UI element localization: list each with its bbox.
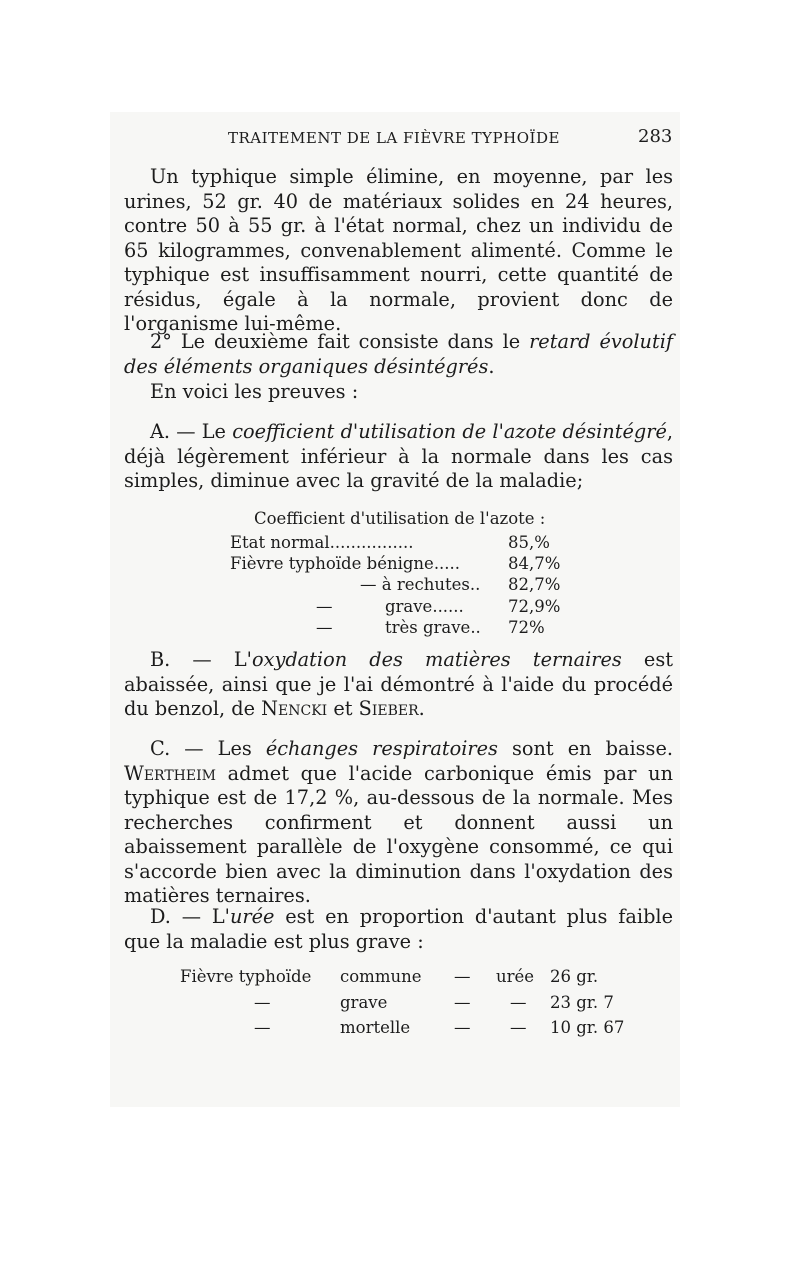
paragraph-2-emphasis: retard évolutif des éléments organiques désintégrés — [124, 330, 673, 378]
table-1-row-value: 85,% — [508, 533, 550, 552]
table-2-cell: grave — [340, 993, 388, 1012]
paragraph-c-start: C. — Les — [150, 737, 266, 760]
paragraph-b-middle: est abaissée, ainsi que je l'ai démontré à l'aide du procédé du benzol, de — [124, 648, 673, 720]
table-2-cell: commune — [340, 967, 422, 986]
table-2-cell: — — [510, 1018, 527, 1037]
table-1-row-label: — à rechutes.. — [360, 575, 481, 594]
paragraph-a-end: , déjà légèrement inférieur à la normale dans les cas simples, diminue avec la gravité de la maladie; — [124, 420, 673, 492]
paragraph-2-start: 2° Le deuxième fait consiste dans le — [150, 330, 530, 353]
paragraph-a — [124, 420, 673, 494]
paragraph-d-end: est en proportion d'autant plus faible que la maladie est plus grave : — [124, 905, 673, 953]
table-1-row-value: 72,9% — [508, 597, 561, 616]
table-1-row-label: Etat normal................ — [230, 533, 414, 552]
table-2-cell: 26 gr. — [550, 967, 599, 986]
page-number: 283 — [638, 126, 673, 147]
table-1-caption: Coefficient d'utilisation de l'azote : — [254, 509, 546, 528]
table-1-row-value: 82,7% — [508, 575, 561, 594]
table-2-cell: mortelle — [340, 1018, 411, 1037]
paragraph-b-start: B. — L' — [150, 648, 252, 671]
table-2-cell: 23 gr. 7 — [550, 993, 614, 1012]
paragraph-1 — [124, 165, 673, 337]
author-name: Wertheim — [124, 761, 216, 785]
paragraph-2 — [124, 330, 673, 379]
paragraph-b-end: . — [418, 697, 425, 720]
paragraph-3-text: En voici les preuves : — [150, 380, 359, 403]
paragraph-b — [124, 648, 673, 722]
paragraph-c-emphasis: échanges respiratoires — [265, 737, 498, 760]
table-2-cell: — — [454, 967, 471, 986]
table-2-cell: — — [454, 993, 471, 1012]
table-1-row-label: Fièvre typhoïde bénigne..... — [230, 554, 461, 573]
table-2-cell: — — [510, 993, 527, 1012]
paragraph-c-middle: sont en baisse. — [497, 737, 673, 760]
paragraph-1-text: Un typhique simple élimine, en moyenne, par les urines, 52 gr. 40 de matériaux solides en 24 heures, contre 50 à 55 gr. à l'état normal, chez un individu de 65 kilogrammes, convenablement alimenté. Comme le typhique est insuffisamment nourri, cette quantité de résidus, égale à la normale, provient donc de l'organisme lui-même. — [124, 165, 673, 335]
table-1-row-label: — grave...... — [316, 597, 464, 616]
table-2-cell: urée — [496, 967, 535, 986]
table-2-cell: — — [454, 1018, 471, 1037]
author-name: Nencki — [261, 697, 328, 720]
paragraph-3 — [124, 380, 673, 405]
paragraph-c-end: admet que l'acide carbonique émis par un typhique est de 17,2 %, au-dessous de la normale. Mes recherches confirment et donnent aussi un abaissement parallèle de l'oxygène consommé, ce qui s'accorde bien avec la diminution dans l'oxydation des matières ternaires. — [124, 761, 673, 907]
table-2-cell: 10 gr. 67 — [550, 1018, 625, 1037]
table-2-cell: — — [254, 993, 271, 1012]
table-2-cell: — — [254, 1018, 271, 1037]
paragraph-d-emphasis: urée — [229, 905, 275, 928]
table-1-row-value: 84,7% — [508, 554, 561, 573]
table-1-row-value: 72% — [508, 618, 545, 637]
paragraph-d-start: D. — L' — [150, 905, 230, 928]
paragraph-a-emphasis: coefficient d'utilisation de l'azote désintégré — [232, 420, 667, 443]
paragraph-d — [124, 905, 673, 954]
paragraph-b-emphasis: oxydation des matières ternaires — [251, 648, 622, 671]
author-name: Sieber — [358, 697, 419, 720]
paragraph-a-start: A. — Le — [150, 420, 233, 443]
running-head: TRAITEMENT DE LA FIÈVRE TYPHOÏDE — [228, 129, 560, 147]
table-1-row-label: — très grave.. — [316, 618, 481, 637]
paragraph-b-and: et — [327, 697, 359, 720]
table-2-cell: Fièvre typhoïde — [180, 967, 312, 986]
paragraph-2-end: . — [488, 354, 495, 378]
paragraph-c — [124, 737, 673, 909]
